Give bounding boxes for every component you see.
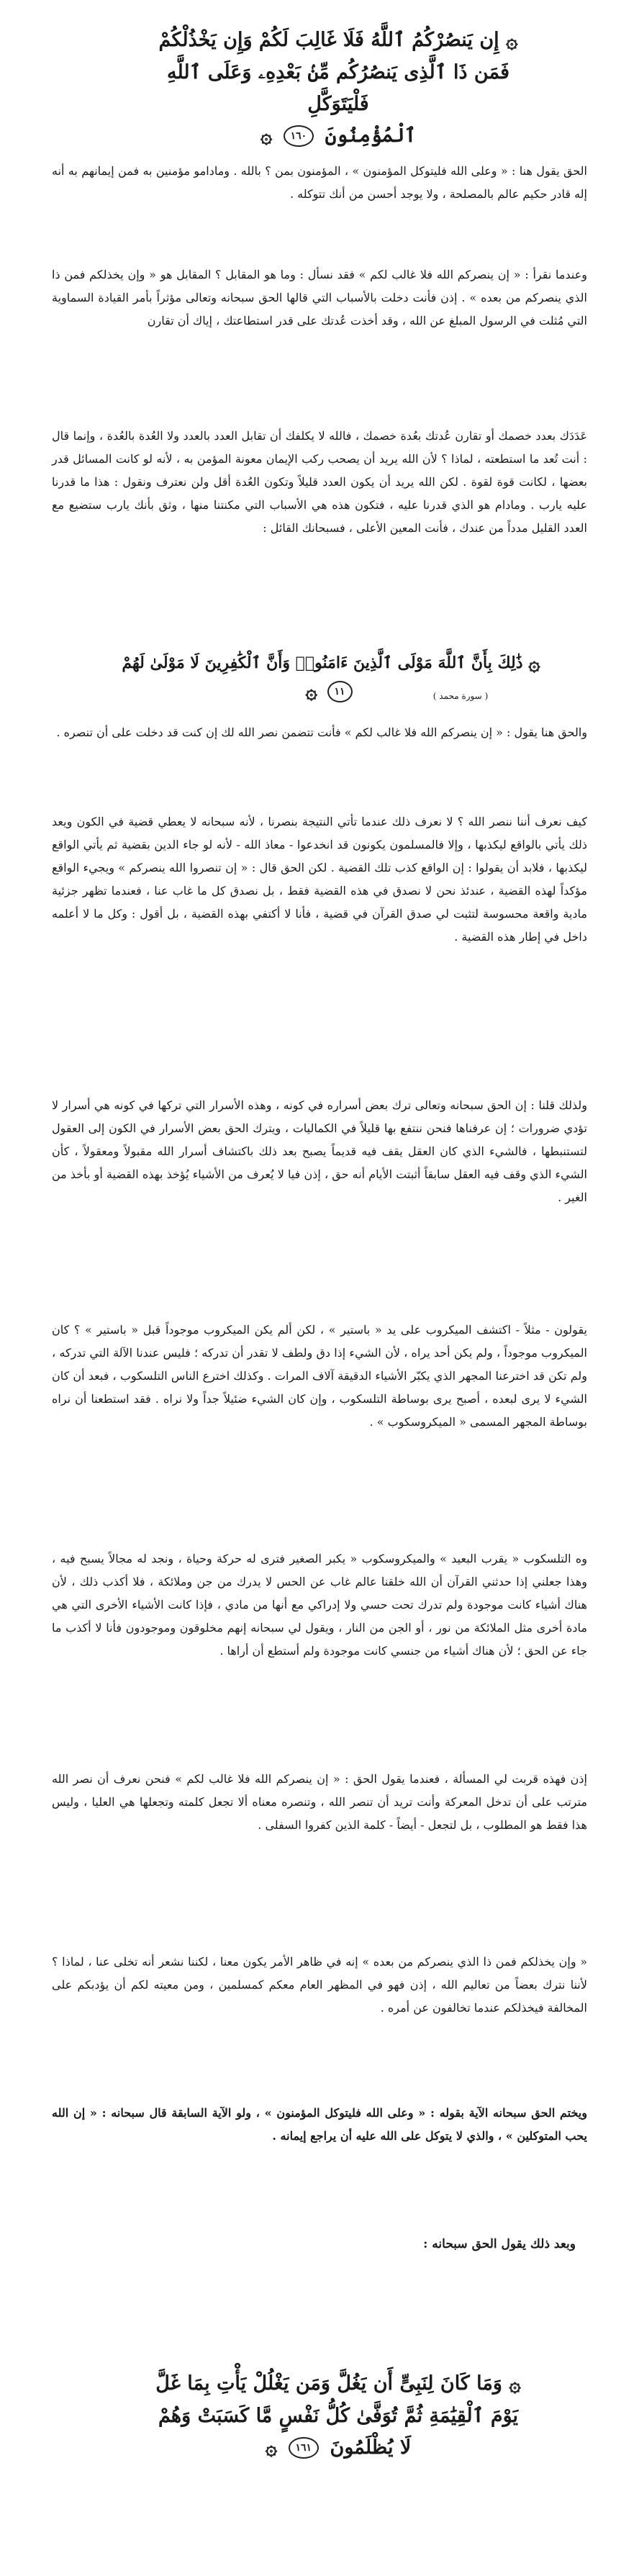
verse-ornament-icon: ۞ [265, 2436, 278, 2459]
paragraph-1: الحق يقول هنا : « وعلى الله فليتوكل المؤمنون » ، المؤمنون بمن ؟ بالله . ومادامو مؤمنين به فمن إيمانهم به أنه إله قادر حكيم عالم بالمصلحة ، ولا يوجد أحسن من أنك تتوكله . [52, 164, 587, 201]
paragraph-6: ولذلك قلنا : إن الحق سبحانه وتعالى ترك بعض أسراره في كونه ، وهذه الأسرار التي تركها في كونه هي أسرار لا تؤدي ضرورات ؛ إن عرفناها فنحن ننتفع بها قليلاً في الكماليات ، ويترك الحق بعض الأسرار في الكون إلى العقول لتستنبطها ، فالشيء الذي كان العقل يقف فيه قديماً يصبح بعد ذلك باكتشاف أسرار الله مقبولاً ومعقولاً ، كأن الشيء الذي وقف فيه العقل سابقاً أثبتت الأيام أنه حق ، إذن فيا لا يُعرف من الأشياء يُؤخذ بهذه القضية أو بأخذ من الغير . [52, 1098, 588, 1204]
verse-ornament-icon: ۞ [528, 651, 540, 675]
verse-top-line-2: فَمَن ذَا ٱلَّذِى يَنصُرُكُم مِّنۢ بَعْدِهِۦ وَعَلَى ٱللَّهِ فَلْيَتَوَكَّلِ [167, 60, 509, 115]
verse-top [137, 24, 540, 152]
paragraph-9: إذن فهذه قربت لي المسألة ، فعندما يقول الحق : « إن ينصركم الله فلا غالب لكم » فنحن نعرف أن نصر الله مترتب على أن تدخل المعركة وأنت تريد أن تنصر الله ، وتنصره معناه ألا تجعل كلمته وتجعلها هي العليا ، وليس هذا فقط هو المطلوب ، بل لتجعل - أيضاً - كلمة الذين كفروا السفلى . [52, 1772, 588, 1832]
verse-ornament-icon: ۞ [260, 124, 273, 148]
lead-in-text: وبعد ذلك يقول الحق سبحانه : [423, 2237, 576, 2251]
verse-bottom [137, 2368, 540, 2464]
verse-top-line-3: ٱلْمُؤْمِنُونَ [325, 124, 417, 147]
verse-bottom-line-1: وَمَا كَانَ لِنَبِىٍّ أَن يَغُلَّ وَمَن يَغْلُلْ يَأْتِ بِمَا غَلَّ [155, 2372, 502, 2395]
verse-ornament-icon: ۞ [305, 679, 317, 703]
paragraph-3: عَدَدَك بعدد خصمك أو تقارن عُدتك بعُدة خصمك ، فالله لا يكلفك أن تقابل العدد بالعدد ولا العُدة بالعُدة ، وإنما قال : أنت تُعد ما استطعته ، لماذا ؟ لأن الله يريد أن يصحب ركب الإيمان معونة المؤمن به ، لأنه لو كانت المسائل قدر بعضها ، لكانت قوة لقوة . لكن الله يريد أن يكون العدد قليلاً وتكون العُدة أقل ولن نعترف ونقول : هذا ما قدرنا عليه يارب . ومادام هو الذي قدرنا عليه ، فتكون هذه هي الأسباب التي مكنتنا منها ، وثق بأنك يارب ستضيع مع العدد القليل مدداً من عندك ، فأنت المعين الأعلى ، فسبحانك القائل : [52, 429, 587, 535]
paragraph-10: « وإن يخذلكم فمن ذا الذي ينصركم من بعده » إنه في ظاهر الأمر يكون معنا ، لكننا نشعر أنه تخلى عنا ، لماذا ؟ لأننا نترك بعضاً من تعاليم الله ، إذن فهو في المظهر العام معكم كمسلمين ، ومن معيته لكم أن يؤدبكم على المخالفة فيخذلكم عندما تخالفون عن أمره . [52, 1955, 587, 2015]
inline-verse-text: ذَٰلِكَ بِأَنَّ ٱللَّهَ مَوْلَى ٱلَّذِينَ ءَامَنُوا۟ وَأَنَّ ٱلْكَٰفِرِينَ لَا مَوْلَىٰ لَهُمْ [122, 654, 523, 672]
verse-number-badge: ١٦١ [289, 2437, 320, 2459]
paragraph-7: يقولون - مثلاً - اكتشف الميكروب على يد « باستير » ، لكن ألم يكن الميكروب موجوداً قبل « باستير » ؟ كان الميكروب موجوداً ، ولم يكن أحد يراه ، لأن الشيء إذا دق ولطف لا تقدر أن تدركه ؛ فليس عندنا الآلة التي تدركه ، ولم تكن قد اخترعنا المجهر الذي يكبّر الأشياء الدقيقة آلاف المرات . وكذلك اخترع الناس التلسكوب ، فبعد أن كان الشيء لا يرى لبعده ، أصبح يرى بوساطة التلسكوب ، وإن كان الشيء ضئيلاً جداً ولا نراه . فقد استطعنا أن نراه بوساطة المجهر المسمى « الميكروسكوب » . [52, 1323, 588, 1429]
verse-top-line-1: إِن يَنصُرْكُمُ ٱللَّهُ فَلَا غَالِبَ لَكُمْ وَإِن يَخْذُلْكُمْ [158, 29, 499, 51]
surah-citation: ( سورة محمد ) [432, 691, 489, 701]
paragraph-11: ويختم الحق سبحانه الآية بقوله : « وعلى الله فليتوكل المؤمنون » ، ولو الآية السابقة قال سبحانه : « إن الله يحب المتوكلين » ، والذي لا يتوكل على الله عليه أن يراجع إيمانه . [52, 2106, 587, 2143]
inline-verse-number: ١١ [327, 681, 353, 702]
verse-number-badge: ١٦٠ [284, 125, 314, 147]
paragraph-4: والحق هنا يقول : « إن ينصركم الله فلا غالب لكم » فأنت تتضمن نصر الله لك إن كنت قد دخلت على أن تنصره . [56, 726, 587, 739]
paragraph-5: كيف نعرف أننا ننصر الله ؟ لا نعرف ذلك عندما تأتي النتيجة بنصرنا ، لأنه سبحانه لا يعطي قضية في الكون ويعد ذلك يأتي بالواقع ليكذبها ، وإلا فالمسلمون يكونون قد انخدعوا - معاذ الله - لأنه لو جاء الدين بقضية ثم يأتي الواقع ليكذبها ، فلابد أن يقولوا : إن الواقع كذب تلك القضية . لكن الحق قال : « إن تنصروا الله ينصركم » ويجيء الواقع مؤكداً لهذه القضية ، عندئذ نحن لا نصدق في هذه القضية فقط ، بل نصدق كل ما غاب عنا ، فعندما تظهر جزئية مادية واقعة محسوسة لتثبت لي صدق القرآن في قضية ، فأنا لا أكتفي بهذه القضية ، بل أقول : وكل ما لا أعلمه داخل في إطار هذه القضية . [52, 815, 588, 944]
paragraph-8: وه التلسكوب « يقرب البعيد » والميكروسكوب « يكبر الصغير فترى له حركة وحياة ، ونجد له مجالاً يسبح فيه ، وهذا جعلني إذا حدثني القرآن أن الله خلقنا عالم غاب عن الحس لا يدرك من جن وملائكة ، فلا أكذب ذلك ، لأن هناك أشياء كانت موجودة ولم تدرك تحت حسي ولا إدراكي مع أنها من مادي ، فإذا كانت الأشياء الأخرى التي هي مادة أخرى مثل الملائكة من نور ، أو الجن من النار ، ويقول لي سبحانه إنهم مخلوقون وموجودون فأنا لا أكذب ما جاء عن الحق ؛ لأن هناك أشياء من جنسي كانت موجودة ولم أستطع أن أراها . [52, 1552, 588, 1658]
paragraph-2: وعندما نقرأ : « إن ينصركم الله فلا غالب لكم » فقد نسأل : وما هو المقابل ؟ المقابل هو « وإن يخذلكم فمن ذا الذي ينصركم من بعده » . إذن فأنت دخلت بالأسباب التي قالها الحق سبحانه وتعالى مؤثراً بأمر القيادة السماوية التي مُثلت في الرسول المبلغ عن الله ، وقد أخذت عُدتك على قدر استطاعتك ، إياك أن تقارن [52, 268, 587, 327]
verse-ornament-icon: ۞ [506, 28, 518, 53]
verse-ornament-icon: ۞ [509, 2372, 521, 2396]
verse-bottom-line-3: لَا يُظْلَمُونَ [330, 2436, 412, 2459]
verse-bottom-line-2: يَوْمَ ٱلْقِيَٰمَةِ ثُمَّ تُوَفَّىٰ كُلُّ نَفْسٍ مَّا كَسَبَتْ وَهُمْ [158, 2404, 519, 2427]
